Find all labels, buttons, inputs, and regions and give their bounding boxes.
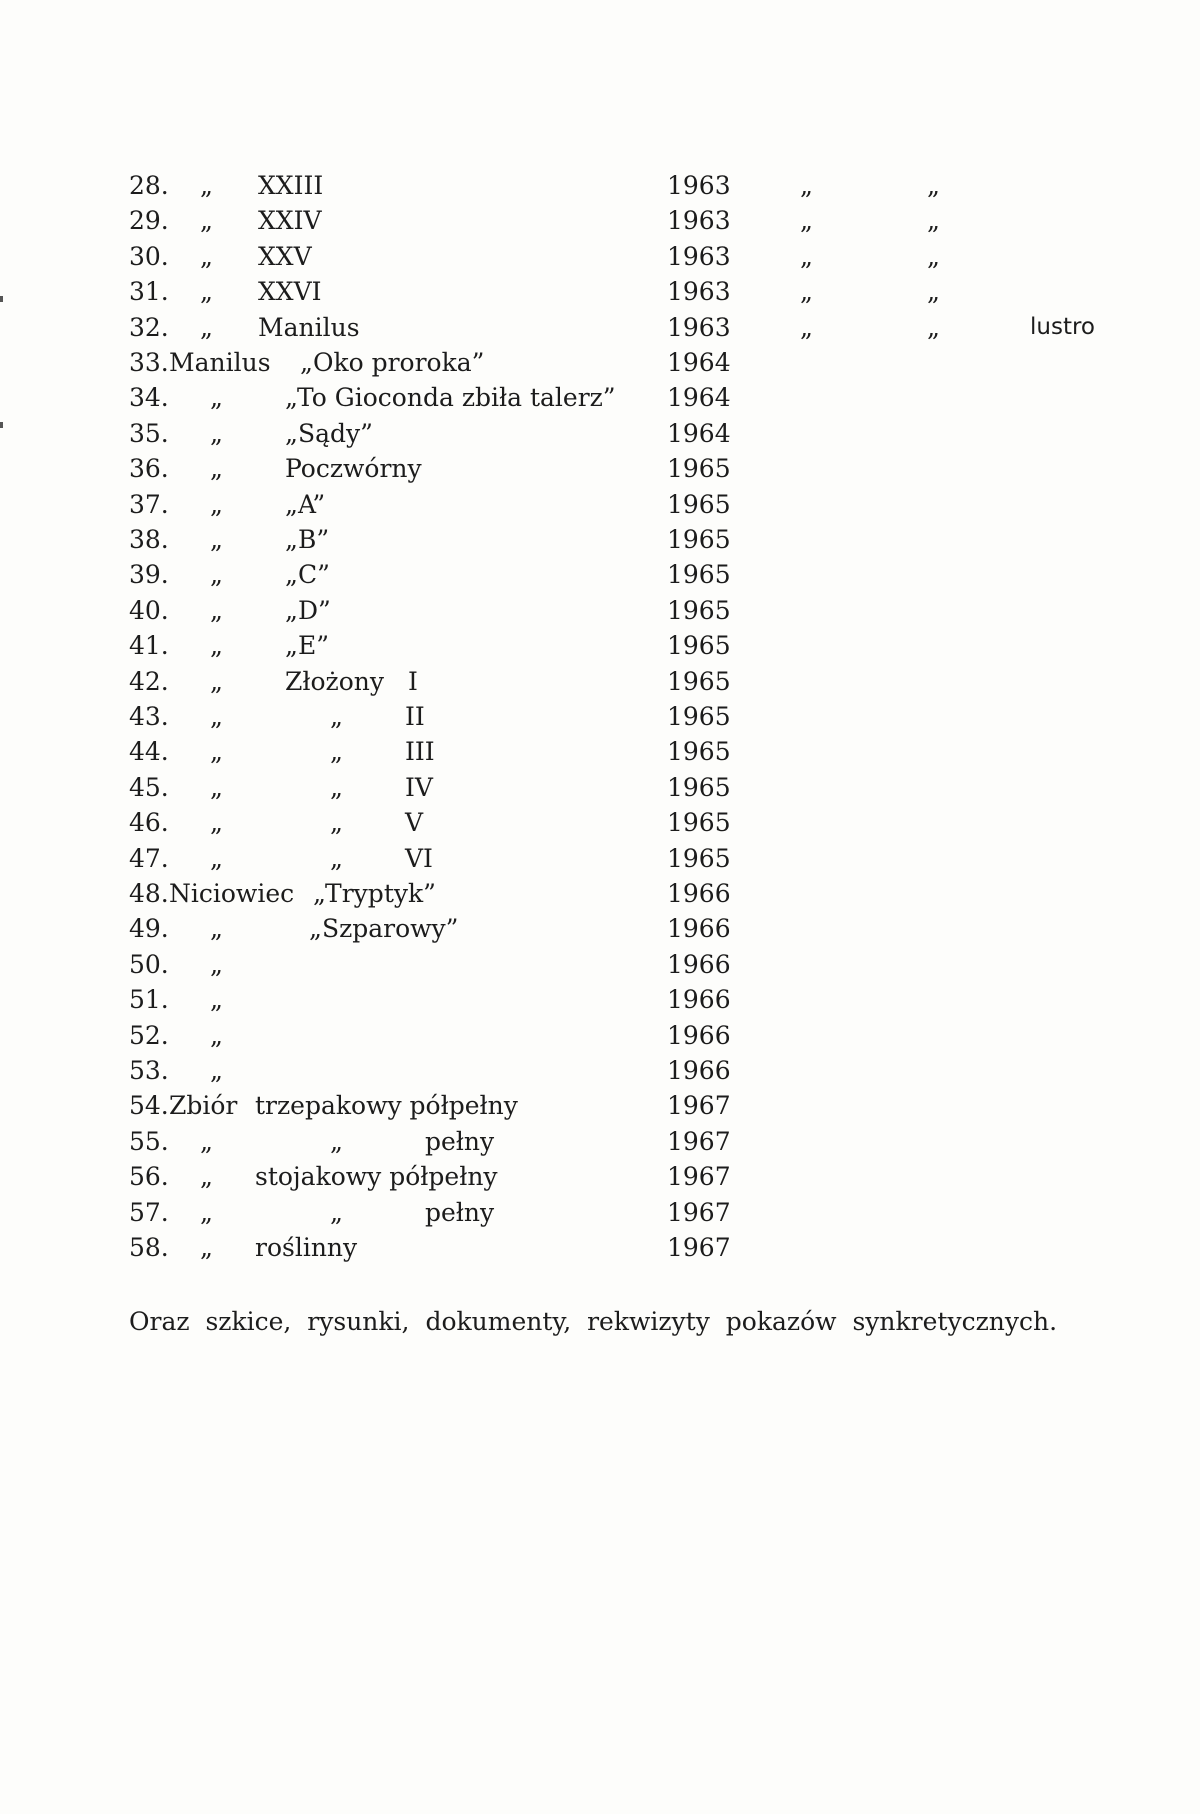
item-number: 41.	[129, 631, 169, 661]
item-col-1: „	[210, 383, 223, 413]
item-col-2: roślinny	[255, 1233, 358, 1262]
ditto-mark: „	[927, 241, 940, 271]
item-col-3: III	[405, 737, 435, 767]
item-note: lustro	[1030, 313, 1095, 340]
item-col-2: XXIII	[258, 171, 324, 200]
item-col-1: „	[210, 808, 223, 838]
item-year: 1966	[667, 949, 731, 979]
list-item	[0, 416, 1200, 451]
list-item	[0, 1053, 1200, 1088]
item-year: 1966	[667, 1056, 731, 1085]
item-col-1: „	[210, 985, 223, 1015]
list-item	[0, 168, 1200, 203]
item-col-1: „	[210, 454, 223, 484]
item-year: 1967	[667, 1126, 731, 1156]
item-col-1: „	[200, 241, 213, 271]
item-col-1: Zbiór	[169, 1091, 238, 1121]
item-number: 43.	[129, 702, 169, 731]
item-col-1: „	[200, 1126, 213, 1156]
list-item	[0, 664, 1200, 699]
item-col-1: „	[200, 1197, 213, 1227]
item-year: 1965	[667, 525, 731, 554]
item-number: 57.	[129, 1197, 169, 1227]
list-item	[0, 557, 1200, 592]
list-item	[0, 203, 1200, 238]
item-number: 45.	[129, 772, 169, 802]
item-col-3: I	[408, 666, 418, 696]
item-year: 1963	[667, 312, 731, 342]
item-year: 1964	[667, 383, 731, 413]
ditto-mark: „	[800, 277, 813, 307]
item-col-2: „C”	[285, 560, 330, 590]
item-year: 1965	[667, 843, 731, 873]
item-col-2: „Oko proroka”	[300, 348, 485, 377]
item-col-1: „	[210, 737, 223, 767]
item-year: 1966	[667, 879, 731, 908]
list-item	[0, 451, 1200, 486]
item-col-2: XXV	[258, 241, 312, 271]
item-number: 46.	[129, 808, 169, 838]
item-col-2: „	[330, 843, 343, 873]
list-item	[0, 770, 1200, 805]
list-item	[0, 380, 1200, 415]
item-col-2: „A”	[285, 489, 326, 519]
item-number: 44.	[129, 737, 169, 767]
item-col-1: „	[200, 312, 213, 342]
item-col-2: „To Gioconda zbiła talerz”	[285, 383, 616, 413]
ditto-mark: „	[800, 241, 813, 271]
item-col-1: „	[200, 277, 213, 307]
ditto-mark: „	[927, 206, 940, 236]
item-col-1: „	[200, 206, 213, 236]
item-col-3: pełny	[425, 1197, 495, 1227]
item-year: 1966	[667, 914, 731, 944]
item-number: 30.	[129, 241, 169, 271]
item-year: 1965	[667, 702, 731, 731]
item-col-1: Manilus	[169, 348, 271, 377]
item-year: 1967	[667, 1197, 731, 1227]
item-col-1: „	[210, 914, 223, 944]
item-number: 31.	[129, 277, 169, 307]
item-number: 33.	[129, 348, 169, 377]
item-col-2: trzepakowy półpełny	[255, 1091, 518, 1121]
item-col-2: „	[330, 808, 343, 838]
item-number: 50.	[129, 949, 169, 979]
ditto-mark: „	[927, 312, 940, 342]
item-col-1: „	[200, 1233, 213, 1262]
item-col-2: stojakowy półpełny	[255, 1162, 498, 1192]
list-item	[0, 628, 1200, 663]
item-col-2: Złożony	[285, 666, 384, 696]
item-col-1: „	[210, 489, 223, 519]
item-number: 49.	[129, 914, 169, 944]
item-col-1: Niciowiec	[169, 879, 295, 908]
item-col-2: „Sądy”	[285, 418, 373, 448]
item-year: 1964	[667, 348, 731, 377]
item-number: 42.	[129, 666, 169, 696]
list-item	[0, 593, 1200, 628]
item-col-3: II	[405, 702, 425, 731]
item-col-2: „	[330, 1126, 343, 1156]
item-number: 39.	[129, 560, 169, 590]
item-year: 1965	[667, 595, 731, 625]
item-col-3: VI	[405, 843, 433, 873]
item-number: 29.	[129, 206, 169, 236]
list-item	[0, 274, 1200, 309]
list-item	[0, 911, 1200, 946]
item-col-1: „	[210, 1020, 223, 1050]
item-col-3: IV	[405, 772, 433, 802]
ditto-mark: „	[800, 312, 813, 342]
ditto-mark: „	[927, 171, 940, 200]
item-col-1: „	[210, 418, 223, 448]
item-year: 1965	[667, 808, 731, 838]
item-year: 1963	[667, 277, 731, 307]
item-year: 1965	[667, 489, 731, 519]
item-year: 1967	[667, 1233, 731, 1262]
list-item	[0, 1088, 1200, 1123]
list-item	[0, 947, 1200, 982]
list-item	[0, 1230, 1200, 1265]
item-year: 1965	[667, 772, 731, 802]
item-col-1: „	[210, 631, 223, 661]
item-col-2: XXVI	[258, 277, 322, 307]
item-col-3: pełny	[425, 1126, 495, 1156]
item-number: 35.	[129, 418, 169, 448]
item-col-2: „	[330, 702, 343, 731]
item-number: 52.	[129, 1020, 169, 1050]
list-item	[0, 841, 1200, 876]
ditto-mark: „	[800, 171, 813, 200]
item-number: 56.	[129, 1162, 169, 1192]
item-col-2: Poczwórny	[285, 454, 422, 484]
list-item	[0, 699, 1200, 734]
item-col-2: „Szparowy”	[309, 914, 459, 944]
item-number: 48.	[129, 879, 169, 908]
item-year: 1967	[667, 1091, 731, 1121]
item-number: 53.	[129, 1056, 169, 1085]
list-item	[0, 239, 1200, 274]
item-number: 58.	[129, 1233, 169, 1262]
item-col-1: „	[210, 525, 223, 554]
item-number: 47.	[129, 843, 169, 873]
item-number: 28.	[129, 171, 169, 200]
item-number: 51.	[129, 985, 169, 1015]
item-number: 34.	[129, 383, 169, 413]
item-col-1: „	[210, 843, 223, 873]
item-col-1: „	[210, 772, 223, 802]
item-col-2: „	[330, 1197, 343, 1227]
list-item	[0, 805, 1200, 840]
list-item	[0, 1018, 1200, 1053]
item-col-2: Manilus	[258, 312, 360, 342]
list-item	[0, 522, 1200, 557]
item-year: 1966	[667, 985, 731, 1015]
item-year: 1964	[667, 418, 731, 448]
item-col-1: „	[210, 595, 223, 625]
item-number: 54.	[129, 1091, 169, 1121]
item-year: 1967	[667, 1162, 731, 1192]
item-year: 1963	[667, 171, 731, 200]
list-item	[0, 734, 1200, 769]
footer-note: Oraz szkice, rysunki, dokumenty, rekwizyty pokazów synkretycznych.	[129, 1307, 1058, 1336]
item-col-1: „	[210, 560, 223, 590]
list-item	[0, 1124, 1200, 1159]
item-year: 1965	[667, 454, 731, 484]
item-col-2: „Tryptyk”	[313, 879, 436, 908]
list-item	[0, 876, 1200, 911]
item-col-2: „D”	[285, 595, 331, 625]
ditto-mark: „	[800, 206, 813, 236]
item-number: 55.	[129, 1126, 169, 1156]
list-item	[0, 310, 1200, 345]
ditto-mark: „	[927, 277, 940, 307]
list-item	[0, 982, 1200, 1017]
item-col-1: „	[200, 1162, 213, 1192]
item-year: 1965	[667, 631, 731, 661]
item-year: 1966	[667, 1020, 731, 1050]
item-col-3: V	[405, 808, 424, 838]
list-item	[0, 1195, 1200, 1230]
item-col-2: „	[330, 737, 343, 767]
item-col-1: „	[210, 702, 223, 731]
item-number: 37.	[129, 489, 169, 519]
item-col-1: „	[210, 1056, 223, 1085]
list-item	[0, 345, 1200, 380]
item-col-2: „B”	[285, 525, 330, 554]
item-number: 36.	[129, 454, 169, 484]
item-year: 1963	[667, 241, 731, 271]
item-year: 1965	[667, 560, 731, 590]
item-col-1: „	[200, 171, 213, 200]
item-year: 1965	[667, 666, 731, 696]
item-number: 32.	[129, 312, 169, 342]
item-col-2: XXIV	[258, 206, 322, 236]
item-col-1: „	[210, 949, 223, 979]
item-number: 38.	[129, 525, 169, 554]
item-col-1: „	[210, 666, 223, 696]
item-year: 1963	[667, 206, 731, 236]
item-year: 1965	[667, 737, 731, 767]
item-col-2: „E”	[285, 631, 329, 661]
list-item	[0, 487, 1200, 522]
item-col-2: „	[330, 772, 343, 802]
list-item	[0, 1159, 1200, 1194]
item-number: 40.	[129, 595, 169, 625]
